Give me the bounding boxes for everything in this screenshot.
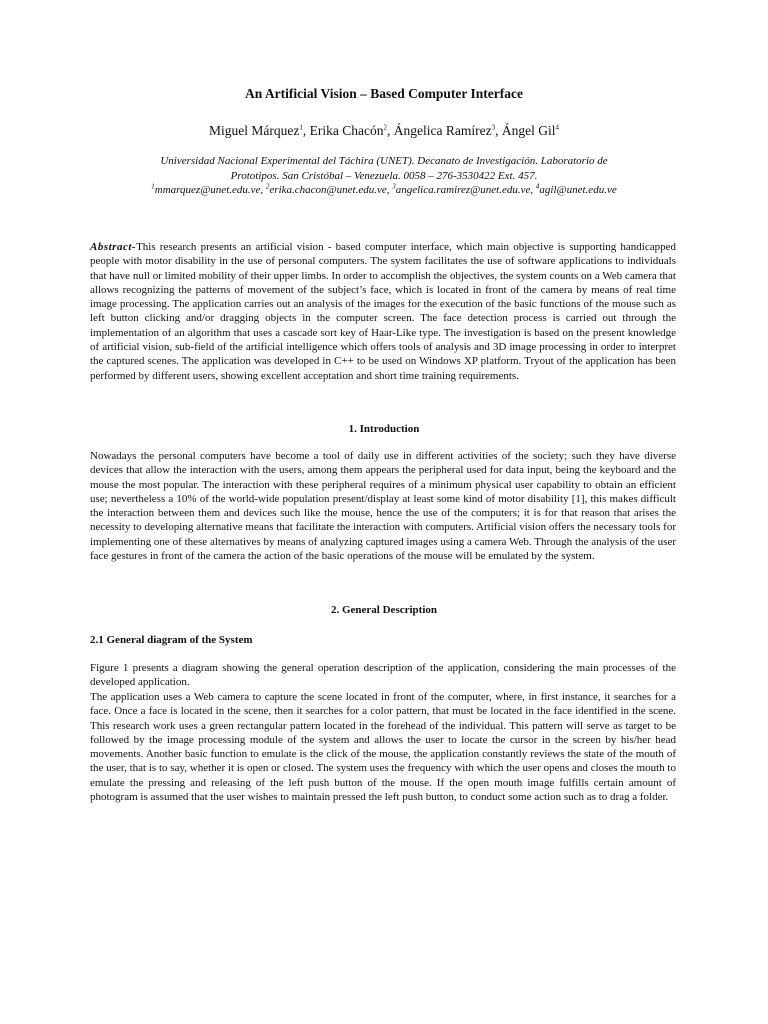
author-superscript: 2 [383, 123, 387, 132]
author-superscript: 3 [491, 123, 496, 132]
body-paragraph: The application uses a Web camera to capture the scene located in front of the computer, where, in first instance, it searches for a face. Once a face is located in the scene, then it searches for a color pattern, that must be located in the face identified in the scene. This research work uses a green rectangular pattern located in the forehead of the individual. This pattern will serve as target to be followed by the image processing module of the system and allows the user to locate the cursor in the screen by his/her head movements. Another basic function to emulate is the click of the mouse, the application constantly reviews the state of the mouth of the user, that is to say, whether it is open or closed. The system uses the frequency with which the user opens and closes the mouth to emulate the pressing and releasing of the left push button of the mouse. If the open mouth image fulfills certain amount of photogram is assumed that the user wishes to maintain pressed the left push button, to conduct some action such as to drag a folder. [90, 691, 676, 804]
affiliation-line: Prototipos. San Cristóbal – Venezuela. 0058 – 276-3530422 Ext. 457. [230, 169, 538, 182]
email-address: mmarquez@unet.edu.ve [154, 184, 261, 196]
email-line: $^1$mmarquez@unet.edu.ve, $^2$erika.chacon@unet.edu.ve, $^3$angelica.ramirez@unet.edu.ve, $^4$agil@unet.edu.ve [151, 182, 617, 196]
email-address: agil@unet.edu.ve [539, 184, 617, 196]
abstract-label: Abstract- [90, 241, 137, 253]
author-superscript: 1 [299, 123, 303, 132]
author-name: Ángelica Ramírez [393, 123, 492, 138]
author-superscript: 4 [555, 123, 559, 132]
email-address: angelica.ramirez@unet.edu.ve [395, 184, 531, 196]
section-heading-introduction: 1. Introduction [348, 423, 420, 435]
author-name: Miguel Márquez [209, 123, 300, 138]
section-heading-general-description: 2. General Description [330, 604, 437, 616]
author-list: Miguel Márquez$^1$, Erika Chacón$^2$, Ángelica Ramírez$^3$, Ángel Gil$^4$ [209, 123, 559, 138]
introduction-paragraph: Nowadays the personal computers have become a tool of daily use in different activities of the society; such they have diverse devices that allow the interaction with the users, among them appears the peripheral used for data input, being the keyboard and the mouse the most popular. The interaction with these peripheral requires of a minimum physical user capability to obtain an efficient use; nevertheless a 10% of the world-wide population present/display at least some kind of motor disability [1], this makes difficult the interaction between them and devices such like the mouse, hence the use of the computers; it is for that reason that arises the necessity to developing alternative means that facilitate the interaction with computers. Artificial vision offers the necessary tools for implementing one of these alternatives by means of analyzing captured images using a camera Web. Through the analysis of the user face gestures in front of the camera the action of the basic operations of the mouse will be emulated by the system. [90, 450, 676, 563]
author-name: Ángel Gil [501, 123, 556, 138]
paper-title: An Artificial Vision – Based Computer Interface [245, 86, 523, 101]
abstract-paragraph [90, 240, 676, 383]
author-name: Erika Chacón [309, 123, 384, 138]
body-paragraph: Figure 1 presents a diagram showing the general operation description of the application, considering the main processes of the developed application. [90, 662, 676, 689]
subsection-heading: 2.1 General diagram of the System [90, 634, 253, 646]
abstract-text: This research presents an artificial vision - based computer interface, which main objective is supporting handicapped people with motor disability in the use of personal computers. The system facilitates the use of software applications to individuals that have null or limited mobility of their upper limbs. In order to accomplish the objectives, the system counts on a Web camera that allows recognizing the patterns of movement of the subject’s face, which is located in front of the camera by means of real time image processing. The application carries out an analysis of the images for the execution of the basic functions of the mouse such as left button clicking and/or dragging objects in the computer screen. The face detection process is carried out through the implementation of an algorithm that uses a cascade sort key of Haar-Like type. The investigation is based on the present knowledge of artificial vision, sub-field of the artificial intelligence which offers tools of analysis and 3D image processing in order to interpret the captured scenes. The application was developed in C++ to be used on Windows XP platform. Tryout of the application has been performed by different users, showing excellent acceptation and short time training requirements. [90, 241, 676, 382]
affiliation-line: Universidad Nacional Experimental del Táchira (UNET). Decanato de Investigación. Laboratorio de [160, 155, 608, 167]
email-address: erika.chacon@unet.edu.ve [269, 184, 387, 196]
affiliation-block [100, 154, 668, 198]
